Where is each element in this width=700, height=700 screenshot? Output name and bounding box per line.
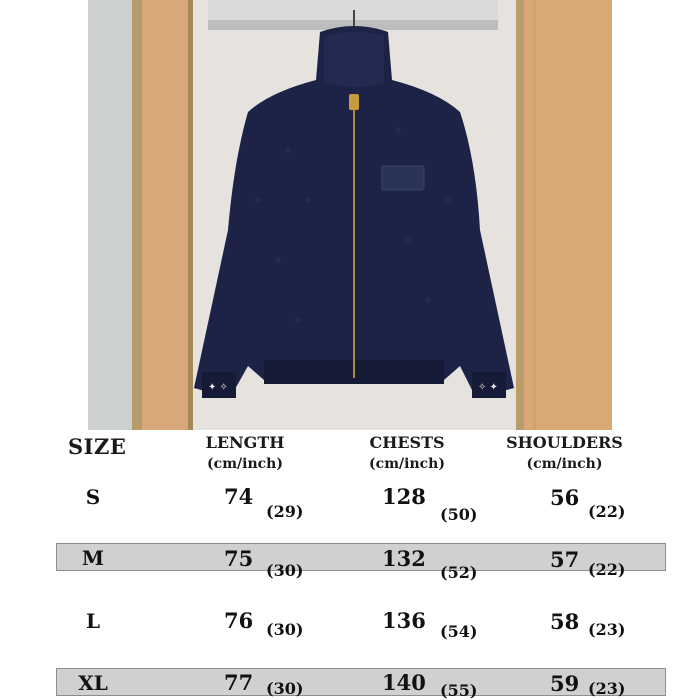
chest-cm-m: 132 xyxy=(382,546,426,571)
shoulder-in-xl: (23) xyxy=(588,679,626,698)
shoulder-cm-l: 58 xyxy=(550,609,580,634)
chests-header-unit: (cm/inch) xyxy=(369,456,445,473)
shoulders-header-unit: (cm/inch) xyxy=(526,456,603,473)
svg-text:✦ ✧: ✦ ✧ xyxy=(208,382,228,393)
size-label-s: S xyxy=(85,485,101,509)
svg-text:✧ ✦: ✧ ✦ xyxy=(478,382,498,393)
length-in-xl: (30) xyxy=(266,679,304,698)
chest-in-s: (50) xyxy=(440,505,478,524)
chest-cm-xl: 140 xyxy=(382,670,426,695)
shoulders-header-label: SHOULDERS xyxy=(506,433,623,452)
shoulder-cm-xl: 59 xyxy=(550,671,580,696)
shoulder-in-m: (22) xyxy=(588,560,626,579)
shoulders-column-header xyxy=(497,434,632,472)
chest-cm-s: 128 xyxy=(382,484,426,509)
length-in-l: (30) xyxy=(266,620,304,639)
chest-in-l: (54) xyxy=(440,622,478,641)
size-column-header: SIZE xyxy=(68,434,127,459)
chest-in-m: (52) xyxy=(440,563,478,582)
size-label-m: M xyxy=(81,546,105,570)
chest-cm-l: 136 xyxy=(382,608,426,633)
length-column-header xyxy=(190,434,300,472)
shoulder-cm-s: 56 xyxy=(550,485,580,510)
shoulder-in-l: (23) xyxy=(588,620,626,639)
shoulder-in-s: (22) xyxy=(588,502,626,521)
chest-in-xl: (55) xyxy=(440,681,478,700)
length-cm-m: 75 xyxy=(224,546,254,571)
shoulder-cm-m: 57 xyxy=(550,547,580,572)
size-label-l: L xyxy=(85,609,101,633)
jacket-illustration xyxy=(88,0,612,430)
length-in-s: (29) xyxy=(266,502,304,521)
length-cm-xl: 77 xyxy=(224,670,254,695)
length-cm-l: 76 xyxy=(224,608,254,633)
size-label-xl: XL xyxy=(78,671,108,695)
length-in-m: (30) xyxy=(266,561,304,580)
length-header-label: LENGTH xyxy=(205,433,285,452)
chests-column-header xyxy=(352,434,462,472)
length-header-unit: (cm/inch) xyxy=(207,456,283,473)
chests-header-label: CHESTS xyxy=(369,433,445,452)
product-photo xyxy=(88,0,612,430)
length-cm-s: 74 xyxy=(224,484,254,509)
